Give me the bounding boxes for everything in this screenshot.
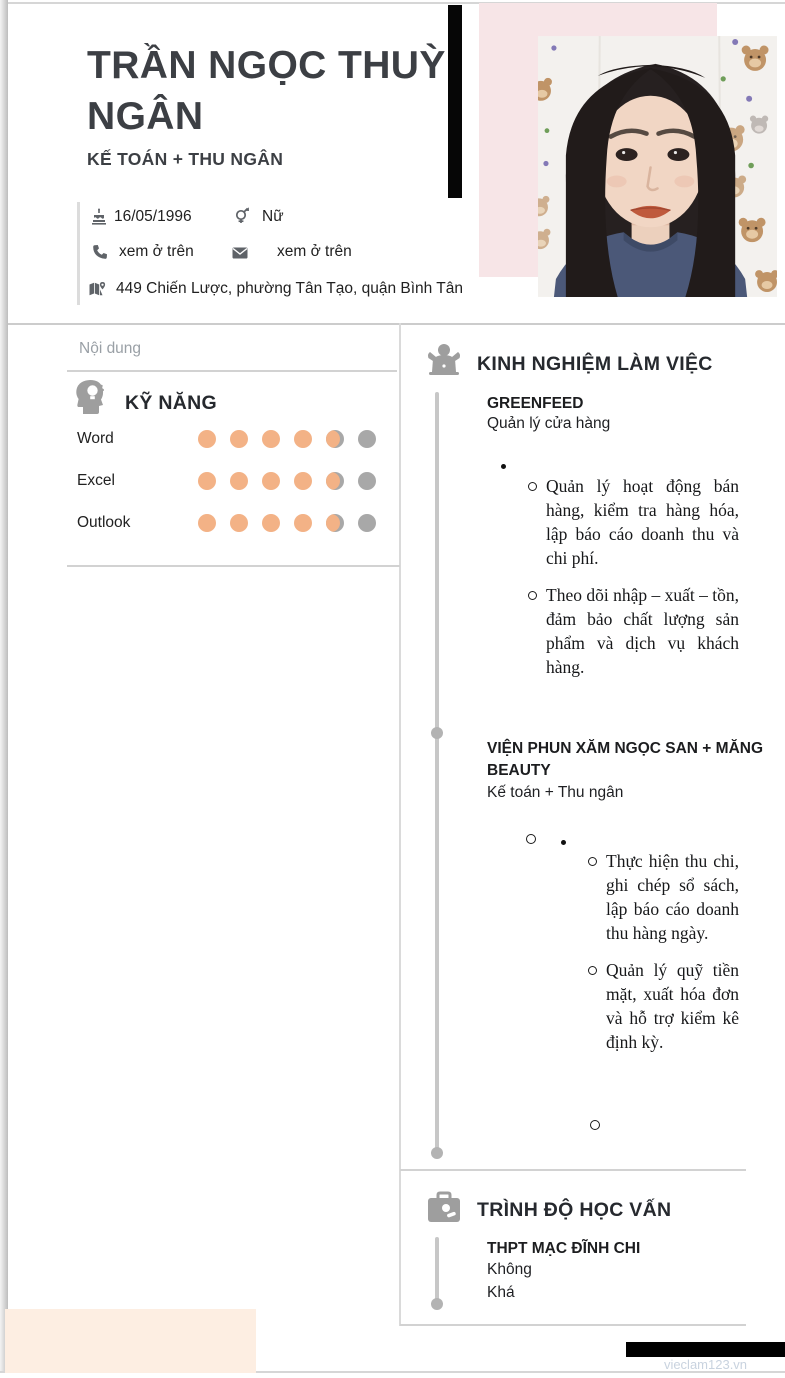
skill-dot[interactable]	[326, 472, 344, 490]
education-timeline	[435, 1237, 439, 1303]
experience-company[interactable]: GREENFEED	[487, 395, 584, 412]
skill-dot[interactable]	[358, 472, 376, 490]
education-section-title: TRÌNH ĐỘ HỌC VẤN	[477, 1199, 672, 1221]
skills-list	[77, 430, 389, 556]
person-laptop-icon	[425, 342, 463, 378]
map-location-icon	[88, 280, 106, 298]
skill-dot[interactable]	[358, 514, 376, 532]
experience-bottom-rule	[400, 1169, 746, 1171]
skill-dot[interactable]	[230, 514, 248, 532]
candidate-job-title[interactable]: KẾ TOÁN + THU NGÂN	[87, 149, 284, 169]
content-input[interactable]: Nội dung	[79, 340, 142, 357]
bullet-marker	[590, 1120, 600, 1130]
skill-dot[interactable]	[262, 472, 280, 490]
skill-row	[77, 472, 389, 490]
email-value[interactable]: xem ở trên	[277, 243, 352, 260]
bullet-marker	[561, 840, 566, 845]
gender-value[interactable]: Nữ	[262, 208, 284, 225]
contact-block-rule	[77, 202, 80, 305]
timeline-dot	[431, 727, 443, 739]
experience-role[interactable]: Quản lý cửa hàng	[487, 415, 611, 432]
page-left-edge	[0, 0, 8, 1372]
education-detail[interactable]: Không	[487, 1261, 532, 1278]
skill-dots	[198, 514, 376, 532]
skill-label: Outlook	[77, 514, 131, 531]
skill-dot[interactable]	[294, 514, 312, 532]
skill-dot[interactable]	[230, 472, 248, 490]
skills-panel-bottom-rule	[67, 565, 400, 567]
bullet-marker	[501, 464, 506, 469]
experience-timeline	[435, 392, 439, 1155]
decor-peach-box	[5, 1309, 256, 1373]
skill-dot[interactable]	[262, 430, 280, 448]
timeline-dot	[431, 1147, 443, 1159]
skill-dots	[198, 472, 376, 490]
skill-dot[interactable]	[230, 430, 248, 448]
profile-photo-illustration	[538, 36, 777, 297]
bullet-marker	[526, 834, 536, 844]
experience-company[interactable]: VIỆN PHUN XĂM NGỌC SAN + MĂNG BEAUTY	[487, 740, 764, 779]
envelope-icon	[231, 244, 249, 262]
skill-head-bulb-icon	[69, 376, 111, 418]
skill-dot[interactable]	[294, 472, 312, 490]
header-divider	[8, 323, 785, 325]
skill-dot[interactable]	[358, 430, 376, 448]
candidate-name[interactable]: TRẦN NGỌC THUỲ NGÂN	[87, 44, 446, 138]
skill-row	[77, 514, 389, 532]
experience-bullet[interactable]: Thực hiện thu chi, ghi chép sổ sách, lập báo cáo doanh thu hàng ngày.	[587, 849, 739, 945]
watermark-bar	[626, 1342, 785, 1357]
content-input-underline	[67, 370, 397, 372]
address-value[interactable]: 449 Chiến Lược, phường Tân Tạo, quận Bình Tân	[116, 280, 464, 297]
birthday-cake-icon	[90, 208, 108, 226]
education-detail[interactable]: Khá	[487, 1284, 515, 1301]
profile-photo[interactable]	[538, 36, 777, 297]
experience-bullet[interactable]: Quản lý hoạt động bán hàng, kiểm tra hàng hóa, lập báo cáo doanh thu và chi phí.	[527, 474, 739, 570]
education-school[interactable]: THPT MẠC ĐĨNH CHI	[487, 1240, 641, 1257]
skill-dot[interactable]	[198, 430, 216, 448]
skill-row	[77, 430, 389, 448]
decor-black-bar	[448, 5, 462, 198]
column-divider	[399, 323, 401, 1326]
experience-role[interactable]: Kế toán + Thu ngân	[487, 784, 624, 801]
phone-value[interactable]: xem ở trên	[119, 243, 194, 260]
skill-dots	[198, 430, 376, 448]
skill-dot[interactable]	[198, 472, 216, 490]
experience-bullet[interactable]: Quản lý quỹ tiền mặt, xuất hóa đơn và hỗ trợ kiểm kê định kỳ.	[587, 958, 739, 1054]
experience-bullet-list	[527, 474, 739, 692]
phone-icon	[91, 243, 109, 261]
timeline-dot	[431, 1298, 443, 1310]
skill-label: Word	[77, 430, 114, 447]
experience-section-title: KINH NGHIỆM LÀM VIỆC	[477, 353, 713, 375]
watermark-text: vieclam123.vn	[663, 1357, 748, 1372]
gender-icon	[233, 206, 251, 224]
skill-dot[interactable]	[294, 430, 312, 448]
skills-section-title: KỸ NĂNG	[125, 392, 218, 414]
experience-bullet[interactable]: Theo dõi nhập – xuất – tồn, đảm bảo chất lượng sản phẩm và dịch vụ khách hàng.	[527, 583, 739, 679]
experience-bullet-list	[587, 849, 739, 1067]
birthday-value[interactable]: 16/05/1996	[114, 208, 192, 225]
education-bottom-rule	[400, 1324, 746, 1326]
skill-label: Excel	[77, 472, 115, 489]
skill-dot[interactable]	[326, 430, 344, 448]
skill-dot[interactable]	[326, 514, 344, 532]
skill-dot[interactable]	[262, 514, 280, 532]
briefcase-icon	[425, 1189, 463, 1225]
skill-dot[interactable]	[198, 514, 216, 532]
